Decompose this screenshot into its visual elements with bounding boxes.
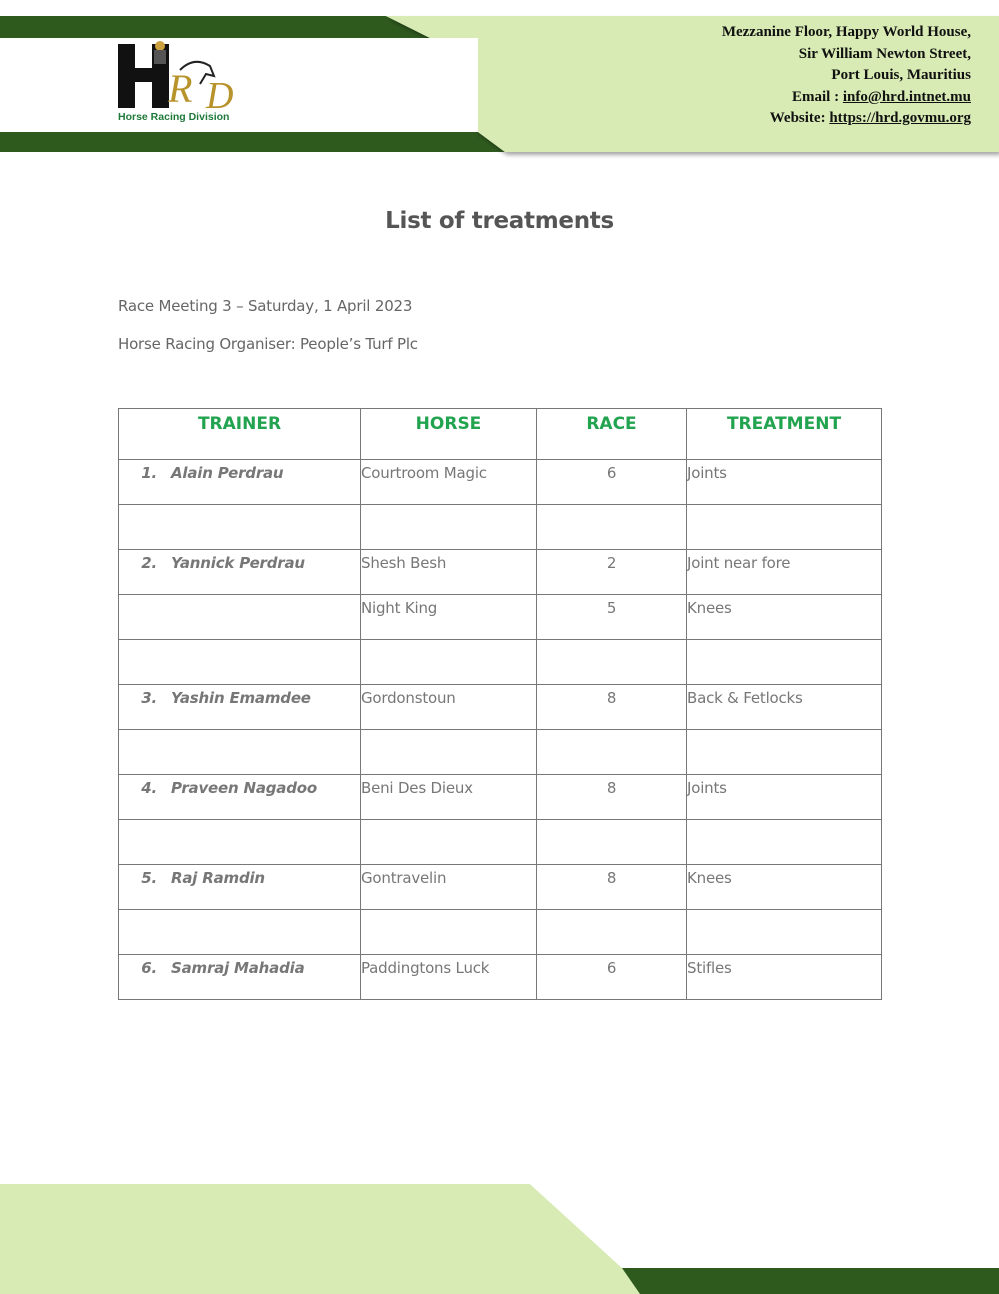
header-treatment: TREATMENT [687,409,882,460]
treatment-cell [687,820,882,865]
treatment-cell: Knees [687,595,882,640]
race-cell: 6 [537,955,687,1000]
svg-text:R: R [168,66,193,111]
trainer-cell [119,730,361,775]
treatment-cell [687,505,882,550]
address-line-1: Mezzanine Floor, Happy World House, [721,24,971,40]
website-line [722,108,971,130]
logo-subtitle: Horse Racing Division [118,111,230,123]
race-meeting: Race Meeting 3 – Saturday, 1 April 2023 [118,297,413,315]
table-header-row [119,409,882,460]
horse-cell [361,910,537,955]
trainer-cell [119,910,361,955]
treatment-cell: Knees [687,865,882,910]
trainer-name: Yannick Perdrau [171,554,305,572]
trainer-number: 5. [141,869,157,887]
svg-text:D: D [206,75,234,112]
trainer-name: Praveen Nagadoo [171,779,317,797]
trainer-cell [119,550,361,595]
horse-cell: Gontravelin [361,865,537,910]
treatment-cell: Stifles [687,955,882,1000]
race-cell: 2 [537,550,687,595]
trainer-cell [119,505,361,550]
table-body [119,460,882,1000]
race-cell [537,820,687,865]
table-row [119,685,882,730]
treatment-cell: Joints [687,460,882,505]
trainer-number: 1. [141,464,157,482]
horse-cell [361,730,537,775]
trainer-number: 2. [141,554,157,572]
address-block [722,22,971,130]
horse-cell [361,505,537,550]
email-label: Email : [792,88,843,105]
treatments-table [118,408,882,1000]
website-link[interactable]: https://hrd.govmu.org [829,110,971,126]
race-cell: 8 [537,685,687,730]
trainer-number: 4. [141,779,157,797]
trainer-name: Alain Perdrau [171,464,284,482]
table-row [119,730,882,775]
header-horse: HORSE [361,409,537,460]
trainer-name: Raj Ramdin [171,869,265,887]
table-row [119,550,882,595]
trainer-cell [119,820,361,865]
horse-cell: Paddingtons Luck [361,955,537,1000]
table-row [119,595,882,640]
header-race: RACE [537,409,687,460]
table-row [119,955,882,1000]
email-link[interactable]: info@hrd.intnet.mu [842,88,971,105]
horse-logo-icon [118,40,242,112]
treatment-cell: Joints [687,775,882,820]
race-cell: 5 [537,595,687,640]
treatment-cell: Joint near fore [687,550,882,595]
hrd-logo [118,40,242,132]
horse-cell: Night King [361,595,537,640]
table-row [119,460,882,505]
horse-cell: Gordonstoun [361,685,537,730]
table-row [119,640,882,685]
race-organiser: Horse Racing Organiser: People’s Turf Plc [118,335,418,353]
header-trainer: TRAINER [119,409,361,460]
email-line [722,87,971,109]
address-line-3: Port Louis, Mauritius [831,67,971,83]
treatment-cell [687,640,882,685]
horse-cell [361,640,537,685]
horse-cell: Courtroom Magic [361,460,537,505]
horse-cell: Beni Des Dieux [361,775,537,820]
website-label: Website: [769,110,830,126]
trainer-name: Yashin Emamdee [171,689,311,707]
trainer-name: Samraj Mahadia [171,959,305,977]
trainer-cell [119,640,361,685]
table-row [119,775,882,820]
footer-band [0,1184,999,1294]
table-row [119,820,882,865]
race-cell: 6 [537,460,687,505]
horse-cell: Shesh Besh [361,550,537,595]
table-row [119,910,882,955]
race-cell [537,640,687,685]
race-cell [537,910,687,955]
trainer-number: 6. [141,959,157,977]
race-cell [537,730,687,775]
race-cell: 8 [537,775,687,820]
table-row [119,505,882,550]
race-cell: 8 [537,865,687,910]
treatment-cell: Back & Fetlocks [687,685,882,730]
horse-cell [361,820,537,865]
trainer-cell [119,595,361,640]
address-line-2: Sir William Newton Street, [798,45,971,62]
trainer-cell [119,775,361,820]
treatment-cell [687,910,882,955]
table-row [119,865,882,910]
trainer-number: 3. [141,689,157,707]
race-cell [537,505,687,550]
trainer-cell [119,685,361,730]
trainer-cell [119,955,361,1000]
trainer-cell [119,865,361,910]
trainer-cell [119,460,361,505]
treatment-cell [687,730,882,775]
page-title: List of treatments [385,208,614,234]
